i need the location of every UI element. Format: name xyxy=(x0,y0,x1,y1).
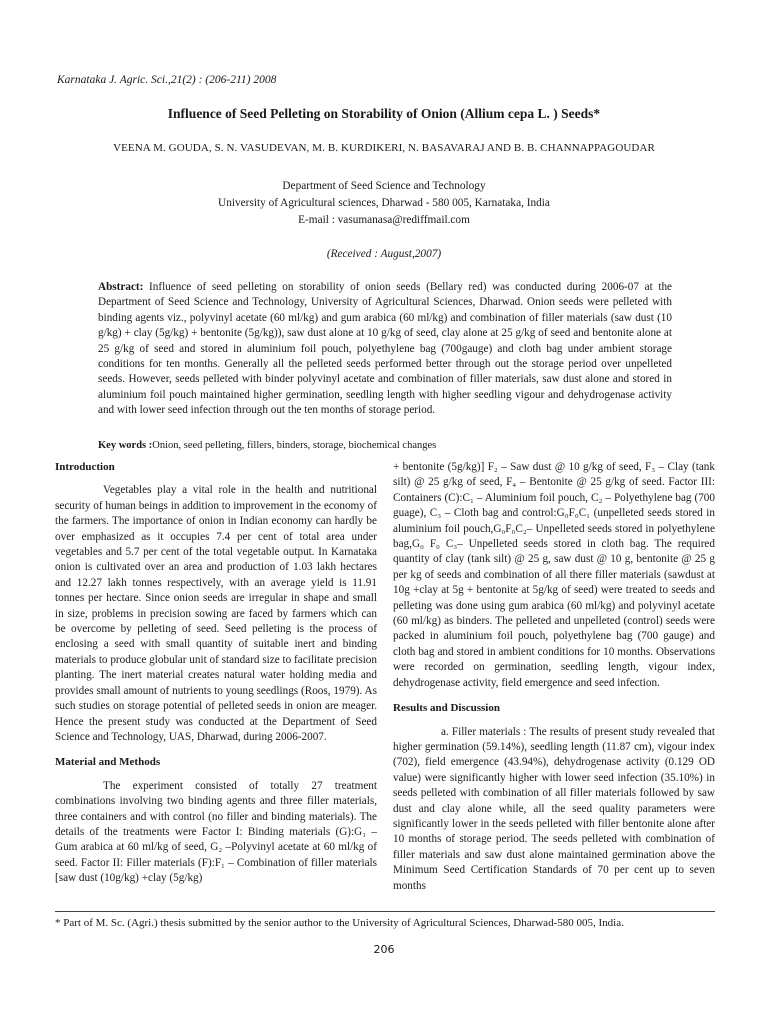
page-number: 206 xyxy=(373,943,395,956)
footnote-divider xyxy=(55,911,715,912)
affiliation-department: Department of Seed Science and Technology xyxy=(282,180,486,192)
journal-citation: Karnataka J. Agric. Sci.,21(2) : (206-211) 2008 xyxy=(57,74,277,86)
left-column xyxy=(55,460,377,897)
abstract xyxy=(98,280,672,419)
keywords-label: Key words : xyxy=(98,440,153,451)
methods-heading: Material and Methods xyxy=(55,756,161,769)
author-list: VEENA M. GOUDA, S. N. VASUDEVAN, M. B. KURDIKERI, N. BASAVARAJ AND B. B. CHANNAPPAGOUDAR xyxy=(113,142,655,154)
keywords-text: Onion, seed pelleting, fillers, binders, storage, biochemical changes xyxy=(152,440,437,451)
keywords xyxy=(98,440,672,451)
abstract-text: Influence of seed pelleting on storability of onion seeds (Bellary red) was conducted during 2006-07 at the Department of Seed Science and Technology, University of Agricultural Sciences, Dharwad. Onion seeds were pelleted with binding agents viz., polyvinyl acetate (60 ml/kg) and gum arabica (60 ml/kg) and combination of filler materials (saw dust (10 g/kg) + clay (5g/kg) + bentonite (5g/kg)), saw dust alone at 10 g/kg of seed, clay alone at 25 g/kg of seed and bentonite alone at 25 g/kg of seed and stored in aluminium foil pouch, polyethylene bag (700gauge) and cloth bag under ambient storage conditions for ten months. Generally all the pelleted seeds performed better through out the storage period over unpelleted seeds. However, seeds pelleted with binder polyvinyl acetate and combination of filler materials, saw dust alone and stored in aluminium foil pouch maintained higher germination, seedling length with higher seedling vigour and dehydrogenase activity and with lower seed infection through out the ten months of storage period. xyxy=(98,281,673,417)
right-column xyxy=(393,460,715,904)
results-heading: Results and Discussion xyxy=(393,702,500,715)
affiliation-university: University of Agricultural sciences, Dharwad - 580 005, Karnataka, India xyxy=(218,197,550,209)
introduction-heading: Introduction xyxy=(55,461,115,473)
abstract-label: Abstract: xyxy=(98,281,144,293)
affiliation xyxy=(0,178,768,229)
introduction-paragraph: Vegetables play a vital role in the health and nutritional security of human beings in addition to improvement in the economy of the farmers. The importance of onion in Indian economy can hardly be over emphasized as it occupies 7.4 per cent of total area under vegetables and 5.7 per cent of the total vegetable output. In Karnataka onion is cultivated over an area and production of 1.03 lakh hectares and 12.27 lakh tonnes respectively, with an average yield is 11.91 tonnes per hectare. Since onion seeds are irregular in shape and small in size, problems in precision sowing are faced by farmers which can be overcome by pelleting of seed. Seed pelleting is the process of enclosing a seed with small quantity of suitable inert and binding materials to produce globular unit of standard size to facilitate precision planting. The inert material creates natural water holding media and provides small amount of nutrients to young seedlings (Roos, 1979). As such studies on storage potential of pelleted seeds in onion are meager. Hence the present study was conducted at the Department of Seed Science and Technology, UAS, Dharwad, during 2006-2007. xyxy=(55,484,377,743)
methods-continued-paragraph: + bentonite (5g/kg)] F₂ – Saw dust @ 10 g/kg of seed, F₃ – Clay (tank silt) @ 25 g/kg of seed, F₄ – Bentonite @ 25 g/kg of seed. Factor III: Containers (C):C₁ – Aluminium foil pouch, C₂ – Polyethylene bag (700 guage), C₃ – Cloth bag and control:G₀F₀C₁ (unpelleted seeds stored in aluminium foil pouch,G₀F₀C₂– Unpelleted seeds stored in polyethylene bag,G₀ F₀ C₃– Unpelleted seeds stored in cloth bag. The required quantity of clay (tank silt) @ 25 g, saw dust @ 10 g, bentonite @ 25 g per kg of seeds and combination of all there filler materials (sawdust at 10g +clay at 5g + bentonite at 5g/kg of seed) were treated to seeds and pelleting was done using gum arabica (60 ml/kg) and polyvinyl acetate (60 ml/kg) as binders. The pelleted and unpelleted (control) seeds were packed in aluminium foil pouch, polyethylene bag (700 gauge) and cloth bag and stored in ambient conditions for 10 months. Observations were recorded on germination, seedling length, vigour index, dehydrogenase activity, field emergence and seed infection. xyxy=(393,461,715,689)
methods-paragraph: The experiment consisted of totally 27 treatment combinations involving two binding agents and three filler materials, three containers and with control (no filler and binding materials). The details of the treatments were Factor I: Binding materials (G):G₁ – Gum arabica at 60 ml/kg of seed, G₂ –Polyvinyl acetate at 60 ml/kg of seed. Factor II: Filler materials (F):F₁ – Combination of filler materials [saw dust (10g/kg) +clay (5g/kg) xyxy=(55,779,377,885)
received-date: (Received : August,2007) xyxy=(326,248,442,260)
paper-title: Influence of Seed Pelleting on Storability of Onion (Allium cepa L. ) Seeds* xyxy=(167,106,601,121)
affiliation-email: E-mail : vasumanasa@rediffmail.com xyxy=(298,214,470,226)
footnote: * Part of M. Sc. (Agri.) thesis submitted by the senior author to the University of Agricultural Sciences, Dharwad-580 005, India. xyxy=(55,917,624,929)
results-paragraph: a. Filler materials : The results of present study revealed that higher germination (59.14%), seedling length (11.87 cm), vigour index (702), field emergence (43.94%), dehydrogenase activity (0.129 OD value) were significantly higher with lower seed infection (35.10%) in seeds pelleted with combination of all filler materials followed by saw dust and clay alone while, all the seed quality parameters were significantly lower in the seeds pelleted with filler bentonite alone after 10 months of storage period. The seeds pelleted with combination of filler materials and saw dust alone maintained germination above the Minimum Seed Certification Standards of 70 per cent up to seven months xyxy=(393,725,715,892)
